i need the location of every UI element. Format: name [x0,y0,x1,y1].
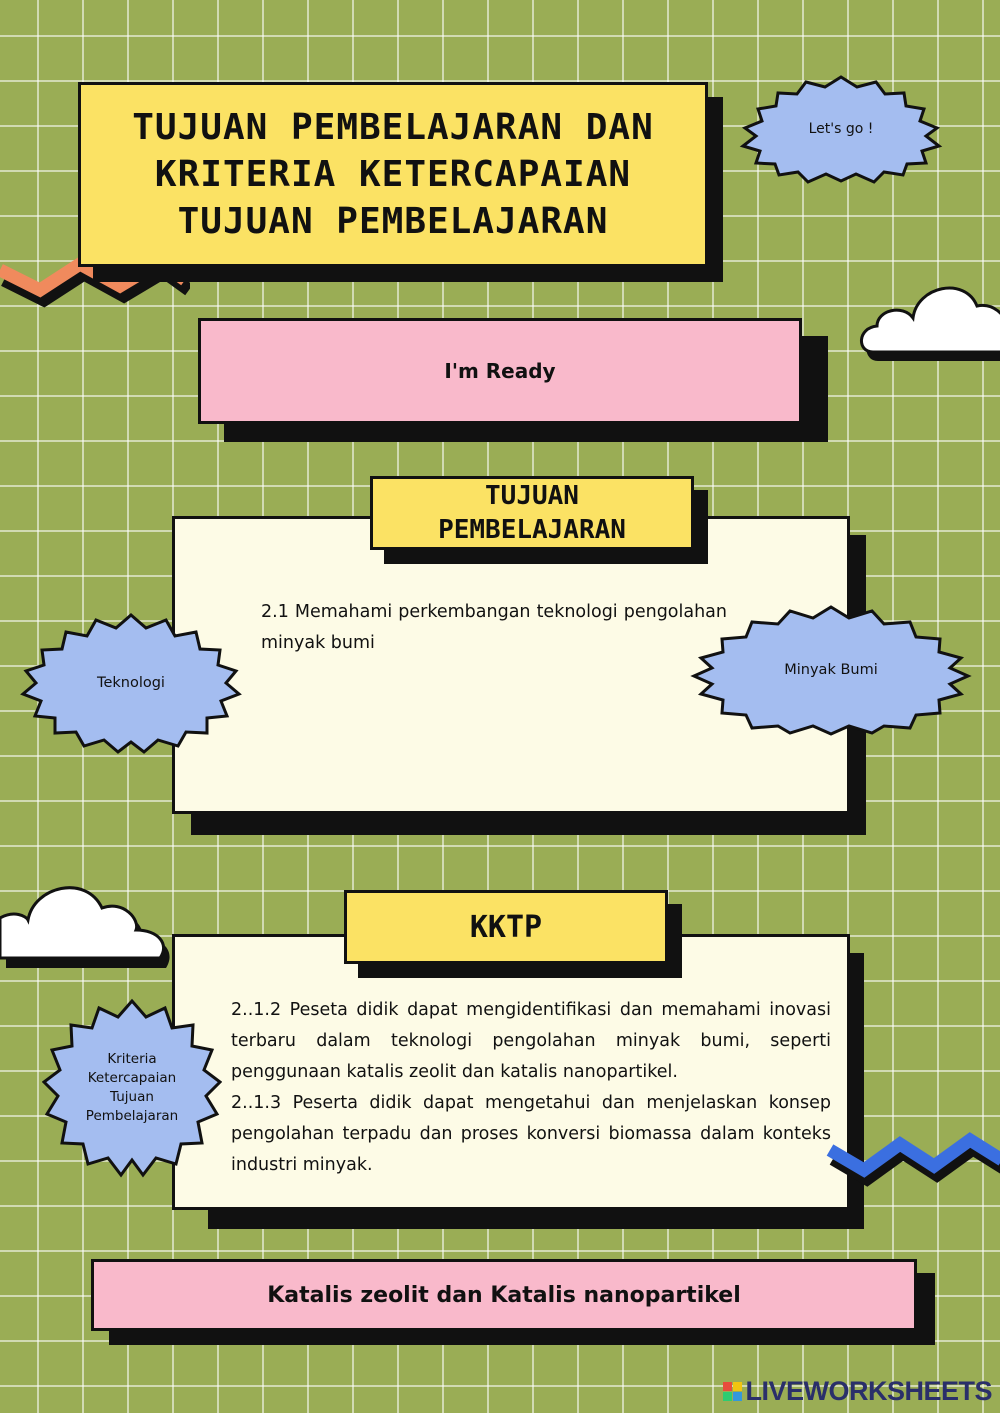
bottom-bar[interactable] [91,1259,917,1331]
zigzag-blue-decoration [826,1120,1000,1190]
ready-button-label: I'm Ready [444,359,556,383]
kktp-heading: KKTP [469,909,543,945]
cloud-left-decoration [0,876,175,968]
brand-logo-icon [723,1382,742,1401]
cloud-right-decoration [855,272,1000,362]
lets-go-badge[interactable]: Let's go ! [808,120,874,137]
ready-button[interactable] [198,318,802,424]
page-title: TUJUAN PEMBELAJARAN DAN KRITERIA KETERCAPAIAN TUJUAN PEMBELAJARAN [132,107,654,242]
kktp-list [231,995,831,1181]
teknologi-badge[interactable]: Teknologi [97,674,165,691]
tujuan-heading: TUJUAN PEMBELAJARAN [438,481,626,545]
bottom-bar-label: Katalis zeolit dan Katalis nanopartikel [267,1282,741,1308]
title-box [78,82,708,267]
tujuan-text: 2.1 Memahami perkembangan teknologi pengolahan minyak bumi [261,602,727,653]
brand-name: LIVEWORKSHEETS [745,1376,992,1406]
brand-watermark [723,1376,992,1407]
kktp-item-1: 2..1.2 Peseta didik dapat mengidentifikasi dan memahami inovasi terbaru dalam teknologi pengolahan minyak bumi, seperti penggunaan katalis zeolit dan katalis nanopartikel. [231,1000,831,1082]
kktp-item-2: 2..1.3 Peserta didik dapat mengetahui dan menjelaskan konsep pengolahan terpadu dan proses konversi biomassa dalam konteks industri minyak. [231,1093,831,1175]
tujuan-heading-box [370,476,694,550]
minyak-bumi-badge[interactable]: Minyak Bumi [784,661,878,678]
kriteria-badge[interactable]: Kriteria Ketercapaian Tujuan Pembelajaran [85,1051,179,1124]
kktp-heading-box [344,890,668,964]
